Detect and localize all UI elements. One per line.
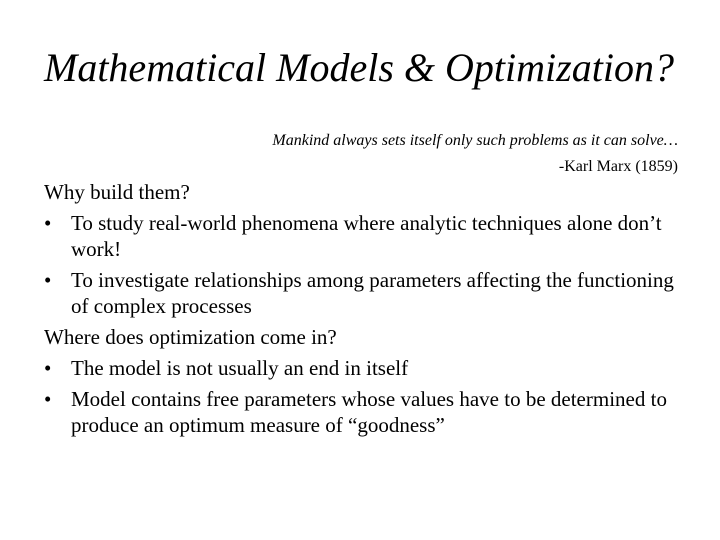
bullet-icon: • [44,387,52,411]
bullet-item [44,386,684,438]
section-heading-optimization: Where does optimization come in? [44,325,337,349]
bullet-icon: • [44,356,52,380]
bullet-text: To investigate relationships among parameters affecting the functioning of complex processes [71,268,674,318]
bullet-text: To study real-world phenomena where analytic techniques alone don’t work! [71,211,662,261]
bullet-text: Model contains free parameters whose values have to be determined to produce an optimum measure of “goodness” [71,387,667,437]
slide-title: Mathematical Models & Optimization? [44,45,674,90]
quote-attribution: -Karl Marx (1859) [558,158,678,175]
bullet-item [44,267,684,319]
bullet-item [44,210,684,262]
bullet-icon: • [44,268,52,292]
slide-body [44,179,684,443]
bullet-text: The model is not usually an end in itself [71,356,409,380]
quote-text: Mankind always sets itself only such problems as it can solve… [272,132,678,149]
bullet-icon: • [44,211,52,235]
epigraph [272,128,678,180]
section-heading-why: Why build them? [44,180,190,204]
bullet-item [44,355,684,381]
